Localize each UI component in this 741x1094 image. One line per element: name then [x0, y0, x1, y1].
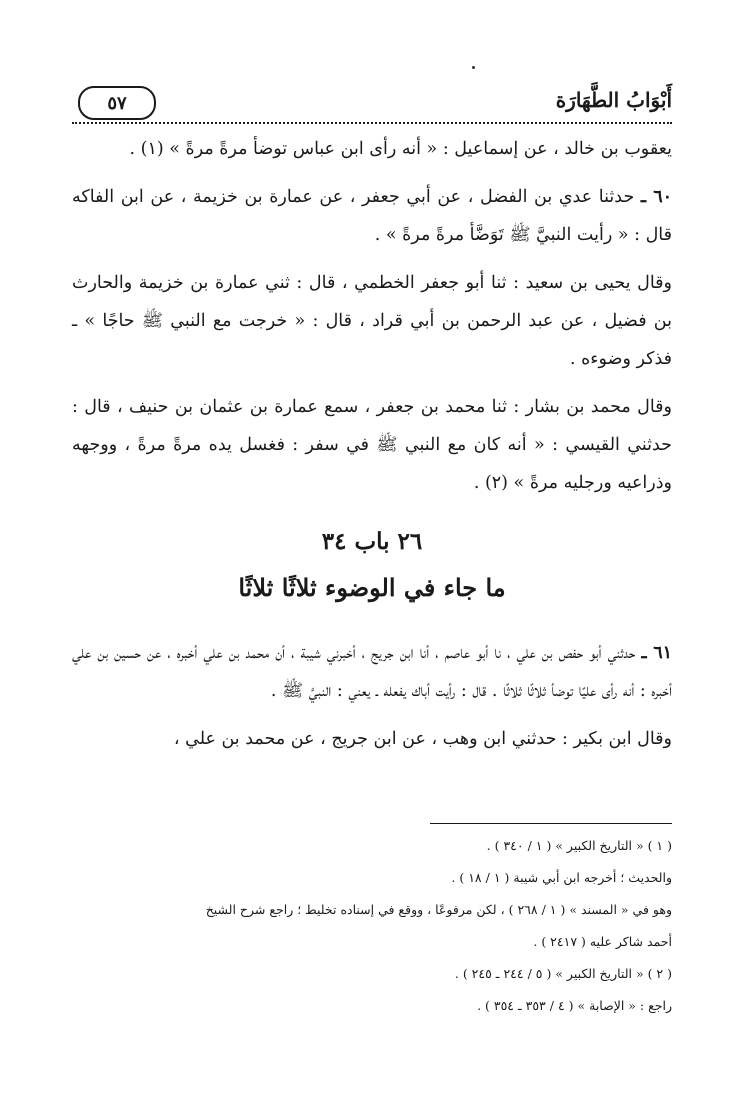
footnote-line: راجع : « الإصابة » ( ٤ / ٣٥٣ ـ ٣٥٤ ) .: [477, 998, 672, 1013]
paragraph-3: وقال يحيى بن سعيد : ثنا أبو جعفر الخطمي ، قال : ثني عمارة بن خزيمة والحارث بن فضيل ، عن عبد الرحمن بن أبي قراد ، قال : « خرجت مع النبي ﷺ حاجًا » ـ فذكر وضوءه .: [72, 273, 672, 369]
running-title: أَبْوَابُ الطَّهَارَة: [555, 88, 672, 112]
paragraph-6: وقال ابن بكير : حدثني ابن وهب ، عن ابن جريج ، عن محمد بن علي ،: [173, 729, 672, 749]
page-number: ٥٧: [107, 92, 127, 114]
ink-dot: [472, 66, 475, 69]
footnote-line: ( ١ ) « التاريخ الكبير » ( ١ / ٣٤٠ ) .: [486, 838, 672, 853]
page-header: [72, 84, 672, 124]
footnote-line: أحمد شاكر عليه ( ٢٤١٧ ) .: [533, 934, 672, 949]
paragraph-1: يعقوب بن خالد ، عن إسماعيل : « أنه رأى ابن عباس توضأ مرةً مرةً » (١) .: [129, 139, 672, 159]
footnotes: [72, 830, 672, 1022]
footnote-line: والحديث ؛ أخرجه ابن أبي شيبة ( ١ / ١٨ ) .: [451, 870, 672, 885]
chapter-title: ما جاء في الوضوء ثلاثًا ثلاثًا: [238, 573, 506, 602]
paragraph-4: وقال محمد بن بشار : ثنا محمد بن جعفر ، سمع عمارة بن عثمان بن حنيف ، قال : حدثني القيسي : « أنه كان مع النبي ﷺ في سفر : فغسل يده مرةً مرةً ، ووجهه وذراعيه ورجليه مرةً » (٢) .: [72, 397, 672, 493]
footnote-line: ( ٢ ) « التاريخ الكبير » ( ٥ / ٢٤٤ ـ ٢٤٥ ) .: [454, 966, 672, 981]
paragraph-hadith-60: ٦٠ ـ حدثنا عدي بن الفضل ، عن أبي جعفر ، عن عمارة بن خزيمة ، عن ابن الفاكه قال : « رأيت النبيَّ ﷺ تَوَضَّأ مرةً مرةً » .: [72, 187, 672, 245]
chapter-heading: [72, 520, 672, 612]
header-rule: [72, 122, 672, 124]
hadith-number: ٦١ ـ: [641, 643, 672, 663]
hadith-number: ٦٠ ـ: [640, 187, 672, 207]
footnote-line: وهو في « المسند » ( ١ / ٢٦٨ ) ، لكن مرفوعًا ، ووقع في إسناده تخليط ؛ راجع شرح الشيخ: [205, 902, 672, 917]
paragraph-hadith-61: ٦١ ـ حدثني أبو حفص بن علي ، نا أبو عاصم ، أنا ابن جريج ، أخبرني شيبة ، أن محمد بن علي أخبره ، عن حسين بن علي أخبره : أنه رأى عليًا توضأ ثلاثًا ثلاثًا . قال : رأيت أباك يفعله ـ يعني : النبيَّ ﷺ .: [72, 643, 672, 701]
main-text: [72, 130, 672, 768]
footnote-rule: [430, 823, 672, 824]
chapter-number: ٢٦ باب ٣٤: [321, 528, 423, 555]
page-number-badge: [78, 86, 156, 120]
